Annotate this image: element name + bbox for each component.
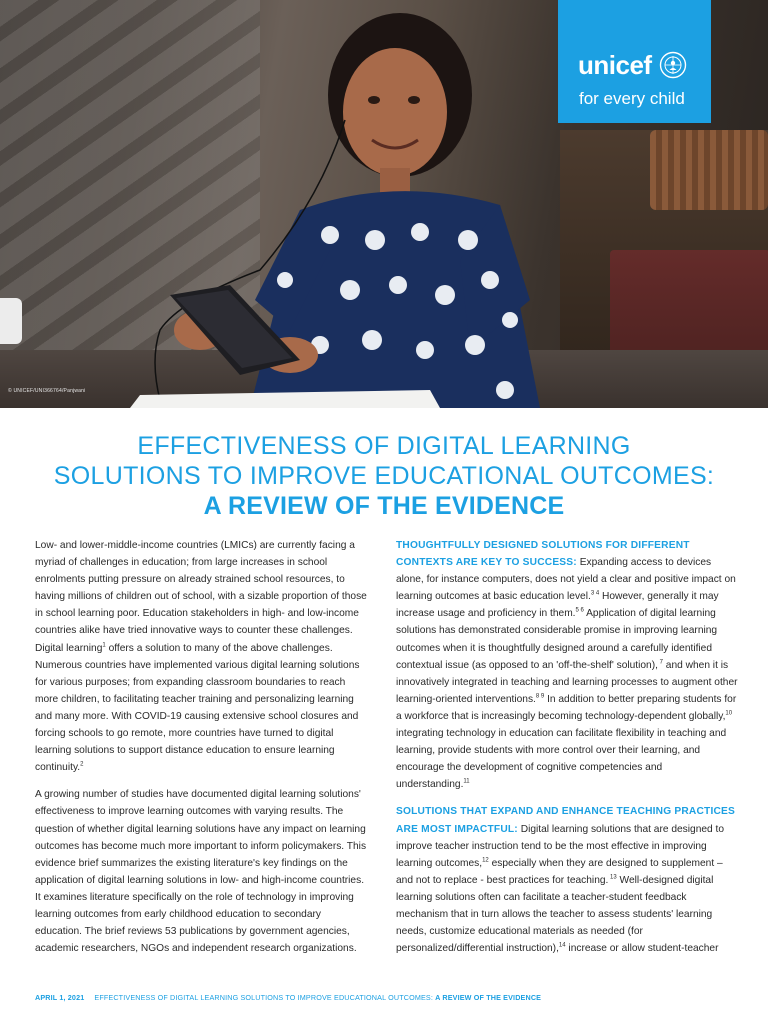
footnote-ref: 14 xyxy=(558,942,566,949)
unicef-logo xyxy=(558,0,711,123)
footnote-ref: 2 xyxy=(80,761,84,768)
footnote-ref: 12 xyxy=(482,857,489,864)
unicef-tagline: for every child xyxy=(579,89,685,108)
finding-1-paragraph xyxy=(396,537,738,793)
unicef-emblem-icon xyxy=(659,51,687,79)
finding-2-text-c: Well-designed digital learning solutions often can facilitate a teacher-student feedback mechanism that in turn allows the teacher to assess students' learning needs, customize educational materials as needed (for personalized/differential instruction), xyxy=(396,874,714,955)
finding-1-text-e: In addition to better preparing students for a workforce that is increasingly becoming technology-dependent globally, xyxy=(396,693,737,722)
finding-1-text-c: Application of digital learning solutions has demonstrated considerable promise in improving learning outcomes when it is thoughtfully designed around a carefully identified contextual issue (as opposed to an 'off-the-shelf' solution), xyxy=(396,608,718,671)
footnote-ref: 1 xyxy=(102,642,106,649)
footnote-ref: 11 xyxy=(463,778,470,785)
footer-date: APRIL 1, 2021 xyxy=(35,993,85,1002)
intro-text-a: Low- and lower-middle-income countries (LMICs) are currently facing a myriad of challenges in education; from large increases in school enrolments putting pressure on already strained school resources, to having millions of children out of school, with a sizable proportion of those in school learning poor. Education stakeholders in high- and low-income countries alike have tried innovative ways to counter these challenges. Digital learning xyxy=(35,540,367,654)
finding-2-text-b: especially when they are designed to supplement – and not to replace - best practices for teaching. xyxy=(396,857,723,886)
finding-2-text-a: Digital learning solutions that are designed to improve teacher instruction tend to be the most effective in improving learning outcomes, xyxy=(396,823,725,869)
page-footer xyxy=(35,993,541,1002)
finding-2-paragraph xyxy=(396,803,738,957)
left-column xyxy=(35,537,368,967)
title-line-3: A REVIEW OF THE EVIDENCE xyxy=(203,492,565,520)
footnote-ref: 10 xyxy=(725,710,733,717)
finding-1-text-b: However, generally it may increase usage and proficiency in them. xyxy=(396,591,719,620)
finding-1-text-a: Expanding access to devices alone, for instance computers, does not yield a clear and positive impact on learning outcomes at basic education level. xyxy=(396,557,736,603)
summary-paragraph: A growing number of studies have documented digital learning solutions' effectiveness to improve learning outcomes with varying results. The question of whether digital learning solutions have any impact on learning outcomes has become much more important to inform policymakers. This evidence brief summarizes the existing literature's key findings on the application of digital learning solutions in low- and high-income countries. It examines literature specifically on the role of technology in improving learning outcomes from early childhood education to secondary education. The brief reviews 53 publications by government agencies, academic researchers, NGOs and independent research organizations. xyxy=(35,789,367,955)
finding-2-text-d: increase or allow student-teacher xyxy=(565,943,719,955)
finding-1-text-f: integrating technology in education can facilitate flexibility in teaching and learning, provide students with more control over their learning, and encourage the development of cognitive competencies and understanding. xyxy=(396,728,727,791)
right-column xyxy=(396,537,738,967)
footnote-ref: 7 xyxy=(657,659,663,666)
footnote-ref: 5 6 xyxy=(575,607,584,614)
intro-paragraph xyxy=(35,537,368,776)
photo-credit: © UNICEF/UNI366764/Panjwani xyxy=(8,388,86,394)
document-title xyxy=(0,431,768,521)
footer-title: EFFECTIVENESS OF DIGITAL LEARNING SOLUTIONS TO IMPROVE EDUCATIONAL OUTCOMES: xyxy=(94,993,436,1002)
finding-2-heading: SOLUTIONS THAT EXPAND AND ENHANCE TEACHING PRACTICES ARE MOST IMPACTFUL: xyxy=(396,806,736,835)
title-line-1: EFFECTIVENESS OF DIGITAL LEARNING xyxy=(137,432,631,460)
finding-1-text-d: and when it is innovatively integrated in teaching and learning processes to augment other learning-oriented interventions. xyxy=(396,659,738,705)
title-line-2: SOLUTIONS TO IMPROVE EDUCATIONAL OUTCOMES: xyxy=(53,462,715,490)
footnote-ref: 8 9 xyxy=(535,693,545,700)
footer-title-bold: A REVIEW OF THE EVIDENCE xyxy=(435,993,542,1002)
footnote-ref: 13 xyxy=(608,874,617,881)
footnote-ref: 3 4 xyxy=(590,590,600,597)
unicef-wordmark: unicef xyxy=(578,50,652,80)
intro-text-b: offers a solution to many of the above challenges. Numerous countries have implemented various digital learning solutions for various purposes; from expanding classroom boundaries to reach more children, to facilitating teacher training and personalizing learning and many more. With COVID-19 causing extensive school closures and forcing schools to go remote, more countries have turned to digital learning solutions to support distance education to ensure learning continuity. xyxy=(35,642,360,774)
finding-1-heading: THOUGHTFULLY DESIGNED SOLUTIONS FOR DIFFERENT CONTEXTS ARE KEY TO SUCCESS: xyxy=(396,540,690,569)
